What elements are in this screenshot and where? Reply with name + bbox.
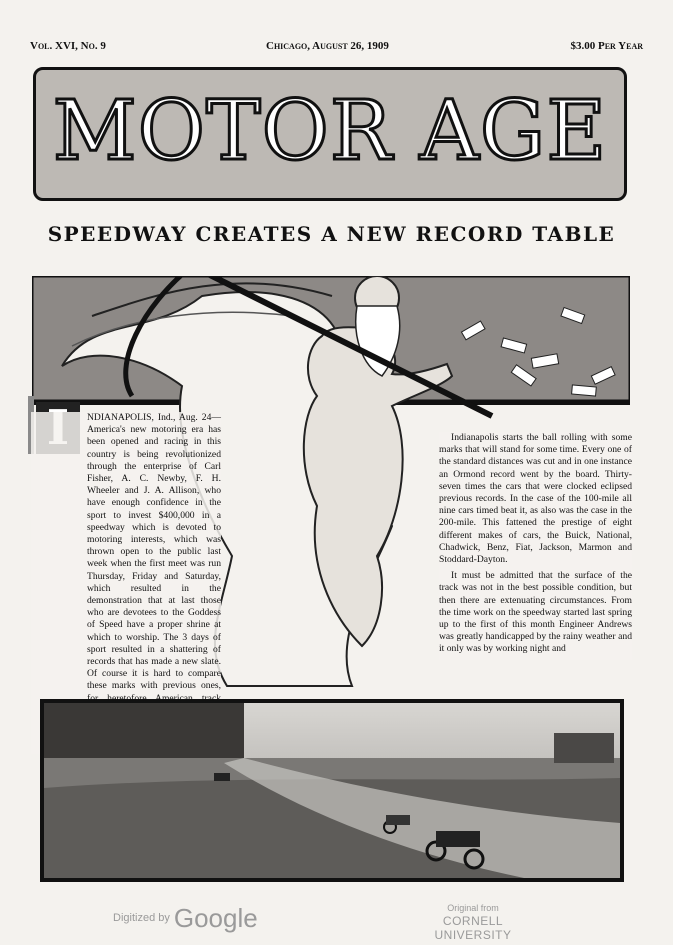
race-photo-image xyxy=(44,703,620,878)
subscription-price: $3.00 Per Year xyxy=(570,40,643,52)
article-paragraph: It must be admitted that the surface of the track was not in the best possible condition, but then there are extenuating circumstances. From the time work on the speedway started last spring up to the first of this month Engineer Andrews was greatly handicapped by the rainy weather and it only was by working night and xyxy=(439,570,632,655)
grandstand xyxy=(44,703,244,758)
google-logo: Google xyxy=(173,903,258,933)
volume-number: Vol. XVI, No. 9 xyxy=(30,40,106,52)
article-paragraph: NDIANAPOLIS, Ind., Aug. 24—America's new motoring era has been opened and racing in this country is being revolutionized through the enterprise of Carl Fisher, A. C. Newby, F. H. Wheeler and J. A. Allison, who have enough confidence in the sport to invest $400,000 in a speedway which is devoted to motoring interests, which was thrown open to the public last week when the first meet was run Thursday, Friday and Saturday, which resulted in the demonstration that at last those who are devotees to the Goddess of Speed have a proper shrine at which to worship. The 3 days of sport resulted in a shattering of records that has made a new slate. Of course it is hard to compare these marks with previous ones, xyxy=(87,412,221,692)
masthead xyxy=(33,67,627,201)
masthead-title: MOTOR AGE xyxy=(52,84,608,179)
article-paragraph: Indianapolis starts the ball rolling with some marks that will stand for some time. Every one of the standard distances was cut and in one instance an Ormond record went by the board. Thirty-seven times the cars that were clocked eclipsed previous records. In the case of the 100-mile all nine cars timed beat it, as also was the case in the 200-mile. This fattened the prestige of eight different makes of cars, the Buick, National, Chadwick, Benz, Fiat, Jackson, Marmon and Stoddard-Dayton. xyxy=(439,432,632,566)
digitized-by-google xyxy=(113,903,258,934)
article-right-column xyxy=(439,432,632,660)
digitized-by-label: Digitized by xyxy=(113,912,170,924)
original-source xyxy=(403,903,543,942)
original-from-label: Original from xyxy=(447,903,499,913)
trackside-building xyxy=(554,733,614,763)
race-photo xyxy=(40,699,624,882)
headline: SPEEDWAY CREATES A NEW RECORD TABLE xyxy=(47,222,616,246)
dateline: Chicago, August 26, 1909 xyxy=(266,40,389,52)
page-header xyxy=(30,40,643,56)
institution-name: CORNELL UNIVERSITY xyxy=(434,914,512,942)
